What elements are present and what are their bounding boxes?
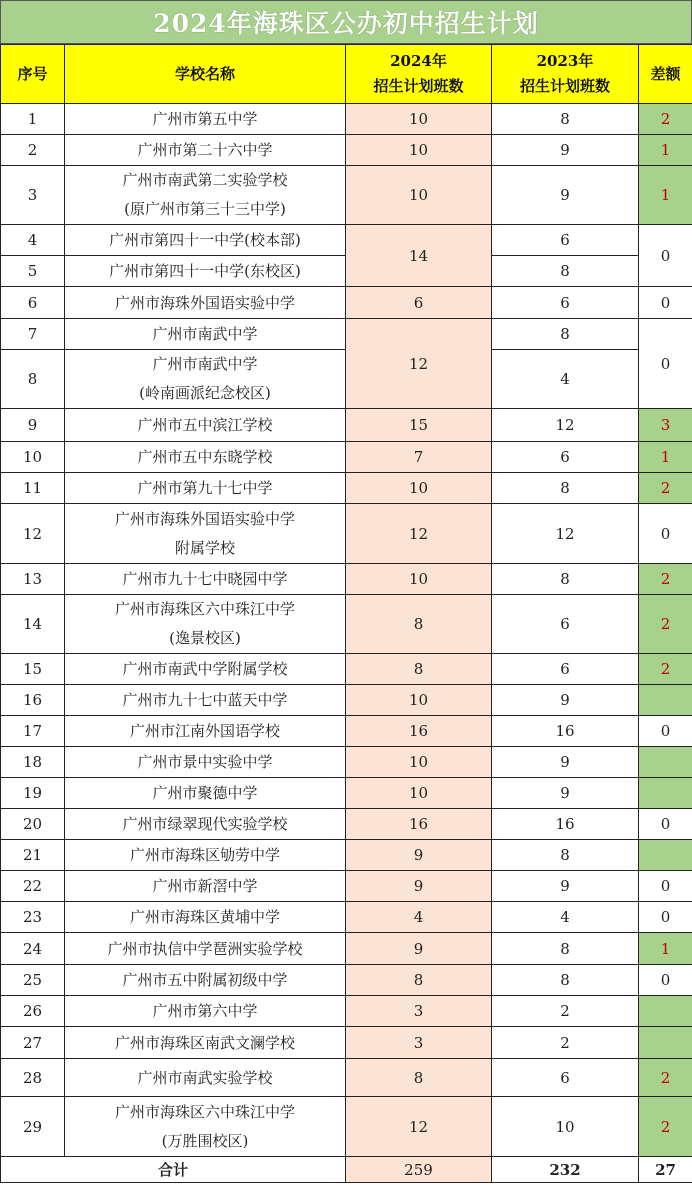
- school-name: [65, 104, 346, 135]
- plan-2023: 8: [492, 319, 639, 350]
- row-index: 21: [1, 840, 65, 871]
- row-index: 20: [1, 809, 65, 840]
- row-index: 27: [1, 1027, 65, 1059]
- school-name-line: 广州市景中实验中学: [137, 753, 273, 771]
- table-row: [1, 135, 692, 166]
- plan-2024: 9: [346, 871, 492, 902]
- difference: 0: [639, 902, 692, 933]
- total-label: 合计: [1, 1157, 346, 1183]
- difference: 1: [639, 166, 692, 225]
- school-name-line: 广州市南武第二实验学校: [122, 171, 288, 189]
- plan-2023: 9: [492, 747, 639, 778]
- row-index: 2: [1, 135, 65, 166]
- plan-2023: 6: [492, 442, 639, 473]
- school-name: [65, 654, 346, 685]
- school-name-line2: (万胜围校区): [161, 1131, 249, 1150]
- table-row: [1, 409, 692, 442]
- table-row: [1, 778, 692, 809]
- row-index: 7: [1, 319, 65, 350]
- table-row: [1, 716, 692, 747]
- total-row: [1, 1157, 692, 1183]
- school-name: [65, 685, 346, 716]
- plan-2024: 3: [346, 1027, 492, 1059]
- row-index: 29: [1, 1097, 65, 1157]
- row-index: 9: [1, 409, 65, 442]
- difference: 2: [639, 564, 692, 595]
- school-name: [65, 1027, 346, 1059]
- difference: 1: [639, 442, 692, 473]
- plan-2023: 12: [492, 409, 639, 442]
- school-name-line: 广州市第六中学: [152, 1002, 258, 1020]
- table-row: [1, 104, 692, 135]
- row-index: 1: [1, 104, 65, 135]
- school-name: [65, 595, 346, 654]
- table-row: [1, 685, 692, 716]
- plan-2024: 7: [346, 442, 492, 473]
- plan-2024: 10: [346, 564, 492, 595]
- plan-2023: 6: [492, 1059, 639, 1097]
- difference: 0: [639, 871, 692, 902]
- plan-2024: 16: [346, 809, 492, 840]
- school-name: [65, 442, 346, 473]
- school-name-line: 广州市海珠外国语实验中学: [114, 509, 295, 528]
- plan-2023: 8: [492, 473, 639, 504]
- plan-2023: 8: [492, 840, 639, 871]
- difference: [639, 685, 692, 716]
- difference: [639, 747, 692, 778]
- difference: 2: [639, 1097, 692, 1157]
- row-index: 19: [1, 778, 65, 809]
- row-index: 4: [1, 225, 65, 256]
- plan-2024: 12: [346, 1097, 492, 1157]
- difference: [639, 1027, 692, 1059]
- table-row: [1, 287, 692, 319]
- school-name-line: 广州市聚德中学: [152, 784, 258, 802]
- table-row: [1, 564, 692, 595]
- school-name: [65, 256, 346, 287]
- school-name: [65, 996, 346, 1027]
- plan-2023: 9: [492, 135, 639, 166]
- school-name-line: 广州市绿翠现代实验学校: [122, 815, 288, 833]
- table-row: [1, 166, 692, 225]
- plan-2024: 14: [346, 225, 492, 287]
- row-index: 25: [1, 965, 65, 996]
- plan-2024: 10: [346, 135, 492, 166]
- plan-2023: 12: [492, 504, 639, 564]
- plan-2023: 6: [492, 287, 639, 319]
- school-name-line: 广州市五中附属初级中学: [122, 971, 288, 989]
- row-index: 3: [1, 166, 65, 225]
- difference: 1: [639, 135, 692, 166]
- plan-2024: 8: [346, 965, 492, 996]
- row-index: 8: [1, 350, 65, 409]
- school-name-line2: (岭南画派纪念校区): [139, 384, 271, 402]
- plan-2024: 9: [346, 840, 492, 871]
- header-2023-year: 2023年: [536, 52, 594, 70]
- plan-2023: 8: [492, 564, 639, 595]
- school-name: [65, 135, 346, 166]
- school-name: [65, 225, 346, 256]
- school-name-line: 广州市五中滨江学校: [137, 416, 273, 434]
- school-name: [65, 716, 346, 747]
- plan-2024: 12: [346, 319, 492, 409]
- total-diff: 27: [639, 1157, 692, 1183]
- difference: 3: [639, 409, 692, 442]
- plan-2023: 4: [492, 902, 639, 933]
- difference: 2: [639, 473, 692, 504]
- plan-2023: 10: [492, 1097, 639, 1157]
- row-index: 13: [1, 564, 65, 595]
- row-index: 17: [1, 716, 65, 747]
- school-name-line: 广州市南武实验学校: [137, 1068, 273, 1087]
- plan-2024: 6: [346, 287, 492, 319]
- school-name: [65, 504, 346, 564]
- school-name: [65, 902, 346, 933]
- difference: 0: [639, 319, 692, 409]
- plan-2023: 9: [492, 166, 639, 225]
- row-index: 11: [1, 473, 65, 504]
- plan-2023: 2: [492, 1027, 639, 1059]
- plan-2024: 8: [346, 654, 492, 685]
- school-name: [65, 564, 346, 595]
- row-index: 5: [1, 256, 65, 287]
- plan-2023: 6: [492, 225, 639, 256]
- plan-2023: 16: [492, 809, 639, 840]
- difference: 2: [639, 654, 692, 685]
- difference: 0: [639, 504, 692, 564]
- header-2023-label: 招生计划班数: [519, 77, 610, 95]
- plan-2023: 8: [492, 965, 639, 996]
- row-index: 28: [1, 1059, 65, 1097]
- table-row: [1, 840, 692, 871]
- school-name-line: 广州市南武中学附属学校: [122, 660, 288, 678]
- plan-2023: 8: [492, 933, 639, 965]
- plan-2023: 8: [492, 256, 639, 287]
- school-name-line: 广州市第四十一中学(校本部): [109, 231, 301, 249]
- row-index: 16: [1, 685, 65, 716]
- school-name-line: 广州市海珠区南武文澜学校: [114, 1033, 295, 1052]
- school-name-line: 广州市第四十一中学(东校区): [109, 262, 301, 280]
- row-index: 18: [1, 747, 65, 778]
- school-name: [65, 166, 346, 225]
- school-name: [65, 747, 346, 778]
- difference: 2: [639, 595, 692, 654]
- difference: 0: [639, 965, 692, 996]
- row-index: 15: [1, 654, 65, 685]
- school-name-line: 广州市海珠区六中珠江中学: [114, 1102, 295, 1121]
- header-2024-year: 2024年: [390, 52, 447, 70]
- plan-2024: 10: [346, 778, 492, 809]
- plan-2023: 9: [492, 778, 639, 809]
- plan-2024: 9: [346, 933, 492, 965]
- school-name: [65, 778, 346, 809]
- school-name: [65, 409, 346, 442]
- school-name-line: 广州市海珠区劬劳中学: [129, 846, 280, 864]
- row-index: 14: [1, 595, 65, 654]
- plan-2023: 6: [492, 654, 639, 685]
- plan-2024: 8: [346, 595, 492, 654]
- school-name: [65, 809, 346, 840]
- plan-2024: 10: [346, 685, 492, 716]
- plan-2023: 6: [492, 595, 639, 654]
- table-row: [1, 933, 692, 965]
- difference: 0: [639, 225, 692, 287]
- school-name: [65, 287, 346, 319]
- table-row: [1, 654, 692, 685]
- table-row: [1, 902, 692, 933]
- plan-2024: 12: [346, 504, 492, 564]
- school-name: [65, 965, 346, 996]
- plan-2024: 16: [346, 716, 492, 747]
- school-name: [65, 319, 346, 350]
- header-2024-label: 招生计划班数: [373, 77, 464, 95]
- plan-2024: 4: [346, 902, 492, 933]
- school-name: [65, 1059, 346, 1097]
- school-name-line: 广州市海珠区黄埔中学: [129, 908, 280, 926]
- header-index: 序号: [1, 45, 65, 104]
- plan-2023: 4: [492, 350, 639, 409]
- plan-2024: 10: [346, 473, 492, 504]
- school-name: [65, 1097, 346, 1157]
- school-name-line2: 附属学校: [174, 538, 235, 557]
- plan-2023: 8: [492, 104, 639, 135]
- plan-2023: 9: [492, 871, 639, 902]
- table-row: [1, 473, 692, 504]
- table-row: [1, 809, 692, 840]
- school-name-line: 广州市第九十七中学: [137, 479, 273, 497]
- table-row: [1, 1097, 692, 1157]
- table-row: [1, 504, 692, 564]
- school-name-line2: (原广州市第三十三中学): [124, 200, 286, 218]
- header-2024: [346, 45, 492, 104]
- row-index: 24: [1, 933, 65, 965]
- total-2024: 259: [346, 1157, 492, 1183]
- school-name-line: 广州市南武中学: [152, 355, 258, 373]
- difference: 1: [639, 933, 692, 965]
- table-row: [1, 871, 692, 902]
- plan-2023: 16: [492, 716, 639, 747]
- school-name: [65, 840, 346, 871]
- table-row: [1, 595, 692, 654]
- row-index: 12: [1, 504, 65, 564]
- plan-2024: 3: [346, 996, 492, 1027]
- difference: 2: [639, 104, 692, 135]
- school-name-line2: (逸景校区): [169, 629, 241, 647]
- school-name-line: 广州市执信中学琶洲实验学校: [107, 939, 303, 958]
- school-name-line: 广州市南武中学: [152, 325, 258, 343]
- difference: [639, 840, 692, 871]
- plan-2024: 8: [346, 1059, 492, 1097]
- enrollment-table: [0, 44, 692, 1183]
- school-name-line: 广州市新滘中学: [152, 877, 258, 895]
- table-row: [1, 747, 692, 778]
- header-2023: [492, 45, 639, 104]
- difference: 0: [639, 809, 692, 840]
- difference: 0: [639, 716, 692, 747]
- school-name: [65, 350, 346, 409]
- plan-2023: 9: [492, 685, 639, 716]
- school-name-line: 广州市海珠区六中珠江中学: [114, 600, 295, 618]
- total-2023: 232: [492, 1157, 639, 1183]
- school-name: [65, 933, 346, 965]
- table-row: [1, 965, 692, 996]
- table-row: [1, 319, 692, 350]
- plan-2024: 10: [346, 166, 492, 225]
- school-name-line: 广州市江南外国语学校: [129, 722, 280, 740]
- plan-2023: 2: [492, 996, 639, 1027]
- school-name-line: 广州市海珠外国语实验中学: [114, 293, 295, 312]
- school-name-line: 广州市第五中学: [152, 110, 258, 128]
- school-name: [65, 871, 346, 902]
- header-diff: 差额: [639, 45, 692, 104]
- table-row: [1, 1027, 692, 1059]
- row-index: 10: [1, 442, 65, 473]
- school-name-line: 广州市九十七中蓝天中学: [122, 691, 288, 709]
- plan-2024: 10: [346, 747, 492, 778]
- school-name-line: 广州市五中东晓学校: [137, 448, 273, 466]
- table-row: [1, 442, 692, 473]
- header-row: [1, 45, 692, 104]
- row-index: 6: [1, 287, 65, 319]
- row-index: 23: [1, 902, 65, 933]
- school-name-line: 广州市第二十六中学: [137, 141, 273, 159]
- school-name-line: 广州市九十七中晓园中学: [122, 570, 288, 588]
- table-row: [1, 225, 692, 256]
- table-row: [1, 996, 692, 1027]
- table-row: [1, 1059, 692, 1097]
- table-title: 2024年海珠区公办初中招生计划: [0, 0, 692, 44]
- header-school: 学校名称: [65, 45, 346, 104]
- difference: [639, 996, 692, 1027]
- row-index: 22: [1, 871, 65, 902]
- difference: 2: [639, 1059, 692, 1097]
- difference: [639, 778, 692, 809]
- difference: 0: [639, 287, 692, 319]
- row-index: 26: [1, 996, 65, 1027]
- school-name: [65, 473, 346, 504]
- plan-2024: 10: [346, 104, 492, 135]
- plan-2024: 15: [346, 409, 492, 442]
